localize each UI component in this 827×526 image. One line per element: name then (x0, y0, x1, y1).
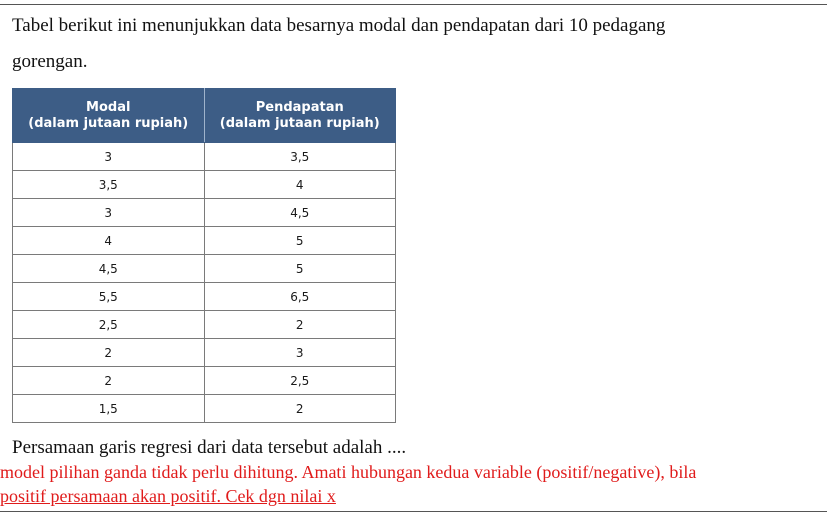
modal-cell: 5,5 (13, 283, 205, 311)
table-header-row (13, 89, 396, 143)
modal-cell: 4 (13, 227, 205, 255)
intro-line-1: Tabel berikut ini menunjukkan data besarnya modal dan pendapatan dari 10 pedagang (12, 15, 666, 36)
table-row (13, 255, 396, 283)
table-row (13, 171, 396, 199)
pendapatan-cell: 4,5 (204, 199, 396, 227)
bottom-rule (0, 511, 827, 512)
pendapatan-cell: 2 (204, 395, 396, 423)
table-row (13, 367, 396, 395)
modal-cell: 2 (13, 367, 205, 395)
question-text: Persamaan garis regresi dari data tersebut adalah .... (12, 437, 407, 458)
table-row (13, 199, 396, 227)
header-modal-unit: (dalam jutaan rupiah) (28, 115, 189, 131)
pendapatan-cell: 5 (204, 227, 396, 255)
top-rule (0, 4, 827, 5)
modal-cell: 3 (13, 143, 205, 171)
table-row (13, 311, 396, 339)
modal-cell: 1,5 (13, 395, 205, 423)
intro-line-2: gorengan. (12, 51, 88, 72)
note-line-1: model pilihan ganda tidak perlu dihitung. Amati hubungan kedua variable (positif/negative), bila (0, 462, 697, 482)
teacher-note (0, 460, 827, 508)
header-pendapatan-title: Pendapatan (255, 99, 344, 115)
pendapatan-cell: 6,5 (204, 283, 396, 311)
pendapatan-cell: 3 (204, 339, 396, 367)
modal-cell: 2,5 (13, 311, 205, 339)
modal-cell: 4,5 (13, 255, 205, 283)
table-row (13, 143, 396, 171)
modal-cell: 2 (13, 339, 205, 367)
header-modal-title: Modal (86, 99, 131, 115)
pendapatan-cell: 2,5 (204, 367, 396, 395)
pendapatan-cell: 4 (204, 171, 396, 199)
modal-cell: 3 (13, 199, 205, 227)
modal-cell: 3,5 (13, 171, 205, 199)
header-pendapatan-unit: (dalam jutaan rupiah) (219, 115, 380, 131)
pendapatan-cell: 5 (204, 255, 396, 283)
intro-paragraph (12, 8, 792, 80)
header-pendapatan (204, 89, 396, 143)
table-row (13, 283, 396, 311)
table-row (13, 339, 396, 367)
table-row (13, 227, 396, 255)
note-line-2: positif persamaan akan positif. Cek dgn nilai x (0, 486, 336, 506)
header-modal (13, 89, 205, 143)
pendapatan-cell: 3,5 (204, 143, 396, 171)
table-row (13, 395, 396, 423)
pendapatan-cell: 2 (204, 311, 396, 339)
data-table (12, 88, 396, 423)
